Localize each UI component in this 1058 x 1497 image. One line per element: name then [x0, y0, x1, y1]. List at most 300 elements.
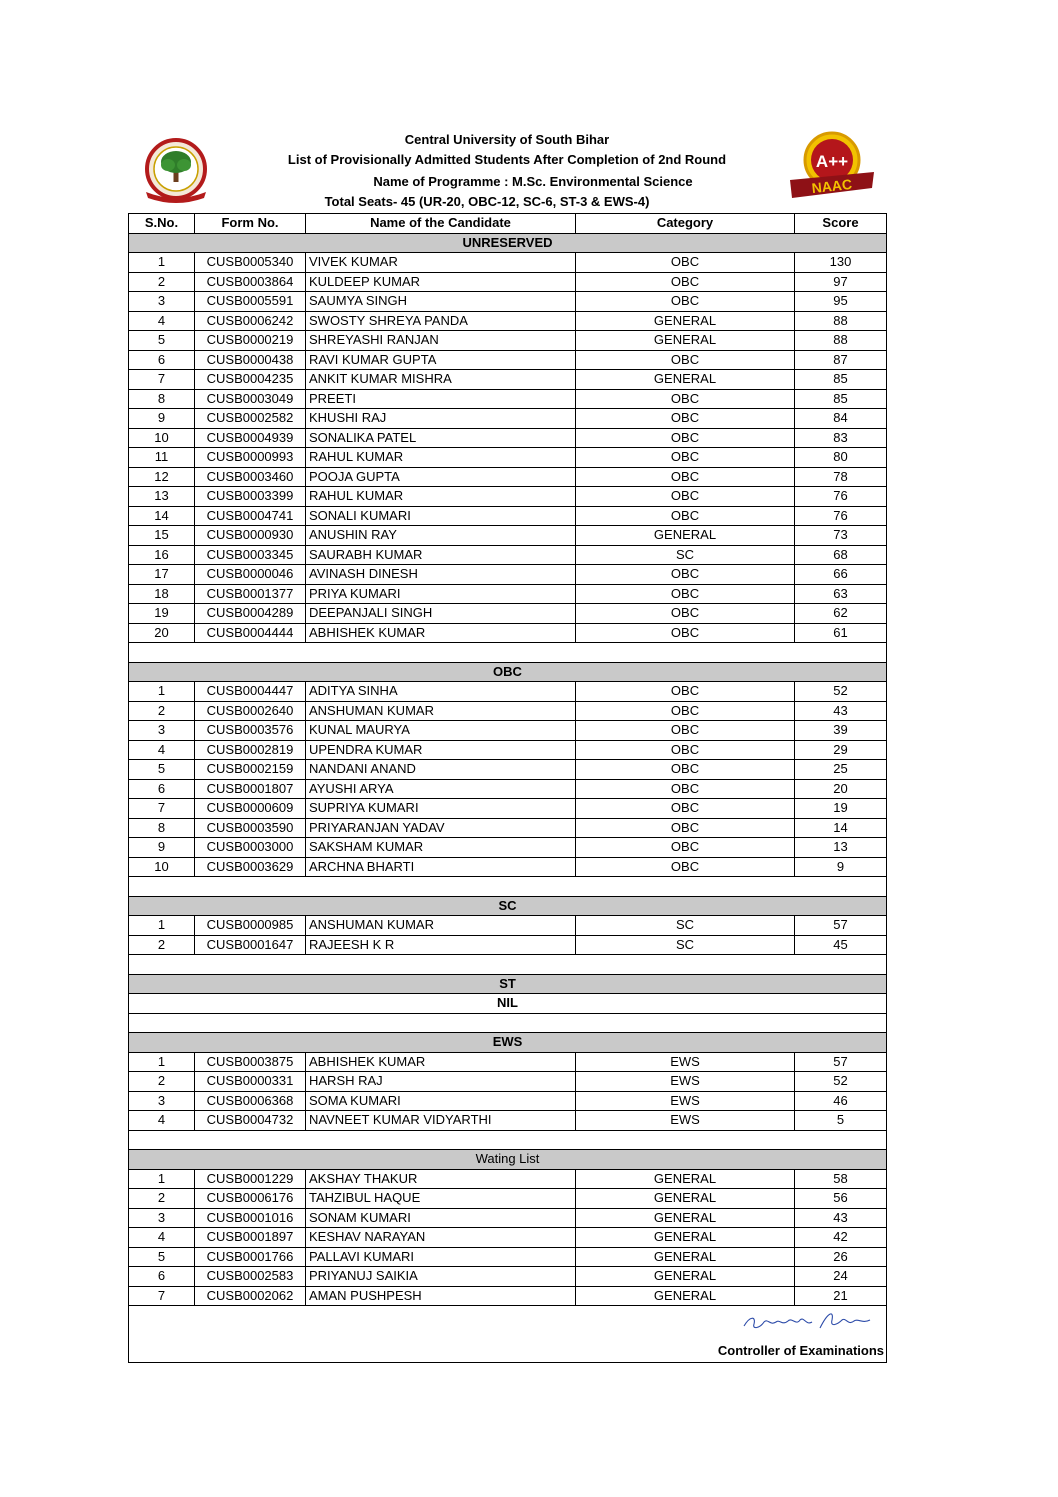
table-row: [129, 331, 887, 351]
category: GENERAL: [576, 1208, 795, 1228]
serial-number: 6: [129, 779, 195, 799]
form-number: CUSB0001647: [195, 935, 306, 955]
category: GENERAL: [576, 1247, 795, 1267]
form-number: CUSB0004289: [195, 604, 306, 624]
table-row: [129, 1228, 887, 1248]
spacer-cell: [129, 1013, 887, 1033]
candidate-name: ABHISHEK KUMAR: [306, 623, 576, 643]
table-row: [129, 272, 887, 292]
score: 66: [795, 565, 887, 585]
signature-row: [129, 1306, 887, 1363]
form-number: CUSB0004235: [195, 370, 306, 390]
serial-number: 8: [129, 389, 195, 409]
score: 84: [795, 409, 887, 429]
category: OBC: [576, 409, 795, 429]
category: OBC: [576, 779, 795, 799]
candidate-name: SAUMYA SINGH: [306, 292, 576, 312]
form-number: CUSB0004444: [195, 623, 306, 643]
category: OBC: [576, 448, 795, 468]
score: 88: [795, 311, 887, 331]
category: OBC: [576, 428, 795, 448]
section-title: UNRESERVED: [129, 233, 887, 253]
table-row: [129, 565, 887, 585]
serial-number: 3: [129, 292, 195, 312]
section-title: OBC: [129, 662, 887, 682]
table-row: [129, 506, 887, 526]
candidate-name: PALLAVI KUMARI: [306, 1247, 576, 1267]
table-row: [129, 760, 887, 780]
category: SC: [576, 545, 795, 565]
candidate-name: SONALI KUMARI: [306, 506, 576, 526]
table-row: [129, 467, 887, 487]
candidate-name: ANSHUMAN KUMAR: [306, 701, 576, 721]
table-row: [129, 292, 887, 312]
section-header-row: [129, 896, 887, 916]
serial-number: 2: [129, 1189, 195, 1209]
score: 39: [795, 721, 887, 741]
column-header: Score: [795, 214, 887, 234]
score: 43: [795, 701, 887, 721]
form-number: CUSB0001766: [195, 1247, 306, 1267]
category: OBC: [576, 857, 795, 877]
form-number: CUSB0002582: [195, 409, 306, 429]
form-number: CUSB0005591: [195, 292, 306, 312]
serial-number: 20: [129, 623, 195, 643]
form-number: CUSB0003049: [195, 389, 306, 409]
serial-number: 11: [129, 448, 195, 468]
candidate-name: SOMA KUMARI: [306, 1091, 576, 1111]
spacer-row: [129, 955, 887, 975]
form-number: CUSB0001897: [195, 1228, 306, 1248]
column-header: Category: [576, 214, 795, 234]
form-number: CUSB0003399: [195, 487, 306, 507]
table-row: [129, 1267, 887, 1287]
candidate-name: SONAM KUMARI: [306, 1208, 576, 1228]
section-header-row: [129, 1033, 887, 1053]
score: 29: [795, 740, 887, 760]
table-row: [129, 448, 887, 468]
candidate-name: SUPRIYA KUMARI: [306, 799, 576, 819]
category: GENERAL: [576, 1169, 795, 1189]
table-row: [129, 604, 887, 624]
category: OBC: [576, 389, 795, 409]
candidate-name: PRIYANUJ SAIKIA: [306, 1267, 576, 1287]
serial-number: 3: [129, 721, 195, 741]
category: SC: [576, 916, 795, 936]
table-row: [129, 389, 887, 409]
score: 14: [795, 818, 887, 838]
table-row: [129, 838, 887, 858]
score: 130: [795, 253, 887, 273]
category: GENERAL: [576, 1228, 795, 1248]
category: OBC: [576, 682, 795, 702]
form-number: CUSB0003460: [195, 467, 306, 487]
table-row: [129, 818, 887, 838]
table-row: [129, 916, 887, 936]
candidate-name: SAURABH KUMAR: [306, 545, 576, 565]
category: GENERAL: [576, 1286, 795, 1306]
naac-ribbon-text: NAAC: [810, 175, 853, 197]
category: OBC: [576, 350, 795, 370]
candidate-name: KESHAV NARAYAN: [306, 1228, 576, 1248]
candidate-name: AMAN PUSHPESH: [306, 1286, 576, 1306]
category: OBC: [576, 838, 795, 858]
serial-number: 10: [129, 857, 195, 877]
category: SC: [576, 935, 795, 955]
section-title: SC: [129, 896, 887, 916]
table-row: [129, 545, 887, 565]
serial-number: 3: [129, 1091, 195, 1111]
form-number: CUSB0003345: [195, 545, 306, 565]
form-number: CUSB0000993: [195, 448, 306, 468]
form-number: CUSB0006242: [195, 311, 306, 331]
candidate-name: RAHUL KUMAR: [306, 487, 576, 507]
score: 52: [795, 682, 887, 702]
nil-row: [129, 994, 887, 1014]
form-number: CUSB0002583: [195, 1267, 306, 1287]
score: 20: [795, 779, 887, 799]
score: 56: [795, 1189, 887, 1209]
form-number: CUSB0003875: [195, 1052, 306, 1072]
form-number: CUSB0003576: [195, 721, 306, 741]
candidate-name: AYUSHI ARYA: [306, 779, 576, 799]
score: 88: [795, 331, 887, 351]
form-number: CUSB0000438: [195, 350, 306, 370]
score: 57: [795, 916, 887, 936]
total-seats: Total Seats- 45 (UR-20, OBC-12, SC-6, ST-3 & EWS-4): [324, 194, 650, 209]
table-row: [129, 409, 887, 429]
score: 52: [795, 1072, 887, 1092]
form-number: CUSB0005340: [195, 253, 306, 273]
table-row: [129, 370, 887, 390]
score: 62: [795, 604, 887, 624]
serial-number: 13: [129, 487, 195, 507]
candidate-name: UPENDRA KUMAR: [306, 740, 576, 760]
category: OBC: [576, 760, 795, 780]
signature-block: [129, 1306, 886, 1362]
candidate-name: ADITYA SINHA: [306, 682, 576, 702]
candidate-name: DEEPANJALI SINGH: [306, 604, 576, 624]
score: 87: [795, 350, 887, 370]
form-number: CUSB0000985: [195, 916, 306, 936]
category: OBC: [576, 272, 795, 292]
table-row: [129, 857, 887, 877]
table-row: [129, 526, 887, 546]
table-row: [129, 1091, 887, 1111]
category: OBC: [576, 487, 795, 507]
form-number: CUSB0001377: [195, 584, 306, 604]
score: 19: [795, 799, 887, 819]
candidate-name: HARSH RAJ: [306, 1072, 576, 1092]
section-header-row: [129, 1150, 887, 1170]
score: 21: [795, 1286, 887, 1306]
serial-number: 18: [129, 584, 195, 604]
serial-number: 6: [129, 350, 195, 370]
category: OBC: [576, 253, 795, 273]
section-title: EWS: [129, 1033, 887, 1053]
serial-number: 5: [129, 760, 195, 780]
table-row: [129, 1169, 887, 1189]
score: 80: [795, 448, 887, 468]
score: 76: [795, 506, 887, 526]
table-row: [129, 682, 887, 702]
score: 26: [795, 1247, 887, 1267]
section-header-row: [129, 662, 887, 682]
candidate-name: KHUSHI RAJ: [306, 409, 576, 429]
table-row: [129, 799, 887, 819]
score: 61: [795, 623, 887, 643]
form-number: CUSB0003864: [195, 272, 306, 292]
score: 46: [795, 1091, 887, 1111]
column-header: Form No.: [195, 214, 306, 234]
table-row: [129, 1189, 887, 1209]
candidate-name: KULDEEP KUMAR: [306, 272, 576, 292]
serial-number: 14: [129, 506, 195, 526]
score: 85: [795, 370, 887, 390]
candidate-name: RAVI KUMAR GUPTA: [306, 350, 576, 370]
score: 95: [795, 292, 887, 312]
score: 78: [795, 467, 887, 487]
serial-number: 1: [129, 253, 195, 273]
signatory-title: Controller of Examinations: [717, 1343, 884, 1358]
serial-number: 16: [129, 545, 195, 565]
category: EWS: [576, 1111, 795, 1131]
handwritten-signature: [742, 1308, 872, 1334]
serial-number: 5: [129, 331, 195, 351]
form-number: CUSB0000331: [195, 1072, 306, 1092]
table-body: [129, 233, 887, 1363]
column-header: S.No.: [129, 214, 195, 234]
form-number: CUSB0003629: [195, 857, 306, 877]
score: 45: [795, 935, 887, 955]
table-row: [129, 935, 887, 955]
spacer-row: [129, 643, 887, 663]
serial-number: 1: [129, 1169, 195, 1189]
spacer-row: [129, 877, 887, 897]
score: 85: [795, 389, 887, 409]
candidate-name: PRIYA KUMARI: [306, 584, 576, 604]
admission-table: [128, 213, 887, 1363]
section-title: ST: [129, 974, 887, 994]
form-number: CUSB0002159: [195, 760, 306, 780]
spacer-cell: [129, 1130, 887, 1150]
score: 13: [795, 838, 887, 858]
table-row: [129, 623, 887, 643]
table-row: [129, 1052, 887, 1072]
form-number: CUSB0004741: [195, 506, 306, 526]
table-row: [129, 487, 887, 507]
spacer-row: [129, 1013, 887, 1033]
category: GENERAL: [576, 526, 795, 546]
serial-number: 12: [129, 467, 195, 487]
category: OBC: [576, 818, 795, 838]
serial-number: 7: [129, 370, 195, 390]
form-number: CUSB0000609: [195, 799, 306, 819]
candidate-name: ANUSHIN RAY: [306, 526, 576, 546]
form-number: CUSB0004447: [195, 682, 306, 702]
category: OBC: [576, 799, 795, 819]
serial-number: 3: [129, 1208, 195, 1228]
table-row: [129, 701, 887, 721]
form-number: CUSB0002062: [195, 1286, 306, 1306]
table-row: [129, 428, 887, 448]
form-number: CUSB0000930: [195, 526, 306, 546]
spacer-cell: [129, 643, 887, 663]
serial-number: 1: [129, 1052, 195, 1072]
category: OBC: [576, 467, 795, 487]
category: OBC: [576, 565, 795, 585]
spacer-row: [129, 1130, 887, 1150]
naac-grade-text: A++: [815, 152, 849, 171]
form-number: CUSB0000046: [195, 565, 306, 585]
serial-number: 1: [129, 916, 195, 936]
form-number: CUSB0000219: [195, 331, 306, 351]
table-row: [129, 311, 887, 331]
candidate-name: NANDANI ANAND: [306, 760, 576, 780]
form-number: CUSB0003590: [195, 818, 306, 838]
form-number: CUSB0003000: [195, 838, 306, 858]
category: EWS: [576, 1072, 795, 1092]
candidate-name: TAHZIBUL HAQUE: [306, 1189, 576, 1209]
category: EWS: [576, 1052, 795, 1072]
score: 58: [795, 1169, 887, 1189]
score: 42: [795, 1228, 887, 1248]
table-row: [129, 1111, 887, 1131]
serial-number: 4: [129, 740, 195, 760]
serial-number: 9: [129, 838, 195, 858]
score: 63: [795, 584, 887, 604]
score: 25: [795, 760, 887, 780]
category: GENERAL: [576, 1189, 795, 1209]
form-number: CUSB0006368: [195, 1091, 306, 1111]
table-row: [129, 1208, 887, 1228]
table-row: [129, 350, 887, 370]
table-row: [129, 721, 887, 741]
candidate-name: SAKSHAM KUMAR: [306, 838, 576, 858]
section-title: Wating List: [129, 1150, 887, 1170]
category: GENERAL: [576, 370, 795, 390]
candidate-name: SHREYASHI RANJAN: [306, 331, 576, 351]
candidate-name: ARCHNA BHARTI: [306, 857, 576, 877]
serial-number: 10: [129, 428, 195, 448]
section-header-row: [129, 974, 887, 994]
candidate-name: AVINASH DINESH: [306, 565, 576, 585]
score: 57: [795, 1052, 887, 1072]
candidate-name: ANKIT KUMAR MISHRA: [306, 370, 576, 390]
university-name: Central University of South Bihar: [404, 132, 610, 147]
category: OBC: [576, 292, 795, 312]
section-header-row: [129, 233, 887, 253]
candidate-name: KUNAL MAURYA: [306, 721, 576, 741]
category: GENERAL: [576, 311, 795, 331]
table-row: [129, 584, 887, 604]
serial-number: 2: [129, 701, 195, 721]
serial-number: 4: [129, 311, 195, 331]
form-number: CUSB0004939: [195, 428, 306, 448]
serial-number: 19: [129, 604, 195, 624]
candidate-name: RAJEESH K R: [306, 935, 576, 955]
table-row: [129, 1286, 887, 1306]
category: OBC: [576, 623, 795, 643]
score: 68: [795, 545, 887, 565]
serial-number: 6: [129, 1267, 195, 1287]
signature-cell: [129, 1306, 887, 1363]
list-title: List of Provisionally Admitted Students After Completion of 2nd Round: [287, 152, 727, 167]
serial-number: 2: [129, 272, 195, 292]
form-number: CUSB0002819: [195, 740, 306, 760]
score: 24: [795, 1267, 887, 1287]
table-row: [129, 253, 887, 273]
score: 76: [795, 487, 887, 507]
form-number: CUSB0002640: [195, 701, 306, 721]
candidate-name: AKSHAY THAKUR: [306, 1169, 576, 1189]
candidate-name: SONALIKA PATEL: [306, 428, 576, 448]
spacer-cell: [129, 955, 887, 975]
candidate-name: ABHISHEK KUMAR: [306, 1052, 576, 1072]
candidate-name: NAVNEET KUMAR VIDYARTHI: [306, 1111, 576, 1131]
document-header: [128, 130, 886, 214]
candidate-name: ANSHUMAN KUMAR: [306, 916, 576, 936]
candidate-name: PREETI: [306, 389, 576, 409]
serial-number: 2: [129, 1072, 195, 1092]
table-row: [129, 1072, 887, 1092]
serial-number: 17: [129, 565, 195, 585]
serial-number: 5: [129, 1247, 195, 1267]
serial-number: 4: [129, 1111, 195, 1131]
score: 83: [795, 428, 887, 448]
candidate-name: PRIYARANJAN YADAV: [306, 818, 576, 838]
category: OBC: [576, 701, 795, 721]
serial-number: 4: [129, 1228, 195, 1248]
form-number: CUSB0006176: [195, 1189, 306, 1209]
score: 97: [795, 272, 887, 292]
category: OBC: [576, 604, 795, 624]
table-row: [129, 779, 887, 799]
category: GENERAL: [576, 331, 795, 351]
nil-text: NIL: [129, 994, 887, 1014]
score: 9: [795, 857, 887, 877]
category: OBC: [576, 740, 795, 760]
form-number: CUSB0001807: [195, 779, 306, 799]
category: OBC: [576, 584, 795, 604]
serial-number: 7: [129, 799, 195, 819]
score: 73: [795, 526, 887, 546]
score: 43: [795, 1208, 887, 1228]
category: OBC: [576, 721, 795, 741]
score: 5: [795, 1111, 887, 1131]
serial-number: 15: [129, 526, 195, 546]
candidate-name: VIVEK KUMAR: [306, 253, 576, 273]
candidate-name: RAHUL KUMAR: [306, 448, 576, 468]
form-number: CUSB0001016: [195, 1208, 306, 1228]
form-number: CUSB0001229: [195, 1169, 306, 1189]
serial-number: 7: [129, 1286, 195, 1306]
serial-number: 2: [129, 935, 195, 955]
spacer-cell: [129, 877, 887, 897]
form-number: CUSB0004732: [195, 1111, 306, 1131]
programme-name: Name of Programme : M.Sc. Environmental Science: [373, 174, 693, 189]
serial-number: 1: [129, 682, 195, 702]
column-header: Name of the Candidate: [306, 214, 576, 234]
category: OBC: [576, 506, 795, 526]
candidate-name: SWOSTY SHREYA PANDA: [306, 311, 576, 331]
category: GENERAL: [576, 1267, 795, 1287]
table-header-row: [129, 214, 887, 234]
table-row: [129, 1247, 887, 1267]
serial-number: 9: [129, 409, 195, 429]
table-row: [129, 740, 887, 760]
serial-number: 8: [129, 818, 195, 838]
